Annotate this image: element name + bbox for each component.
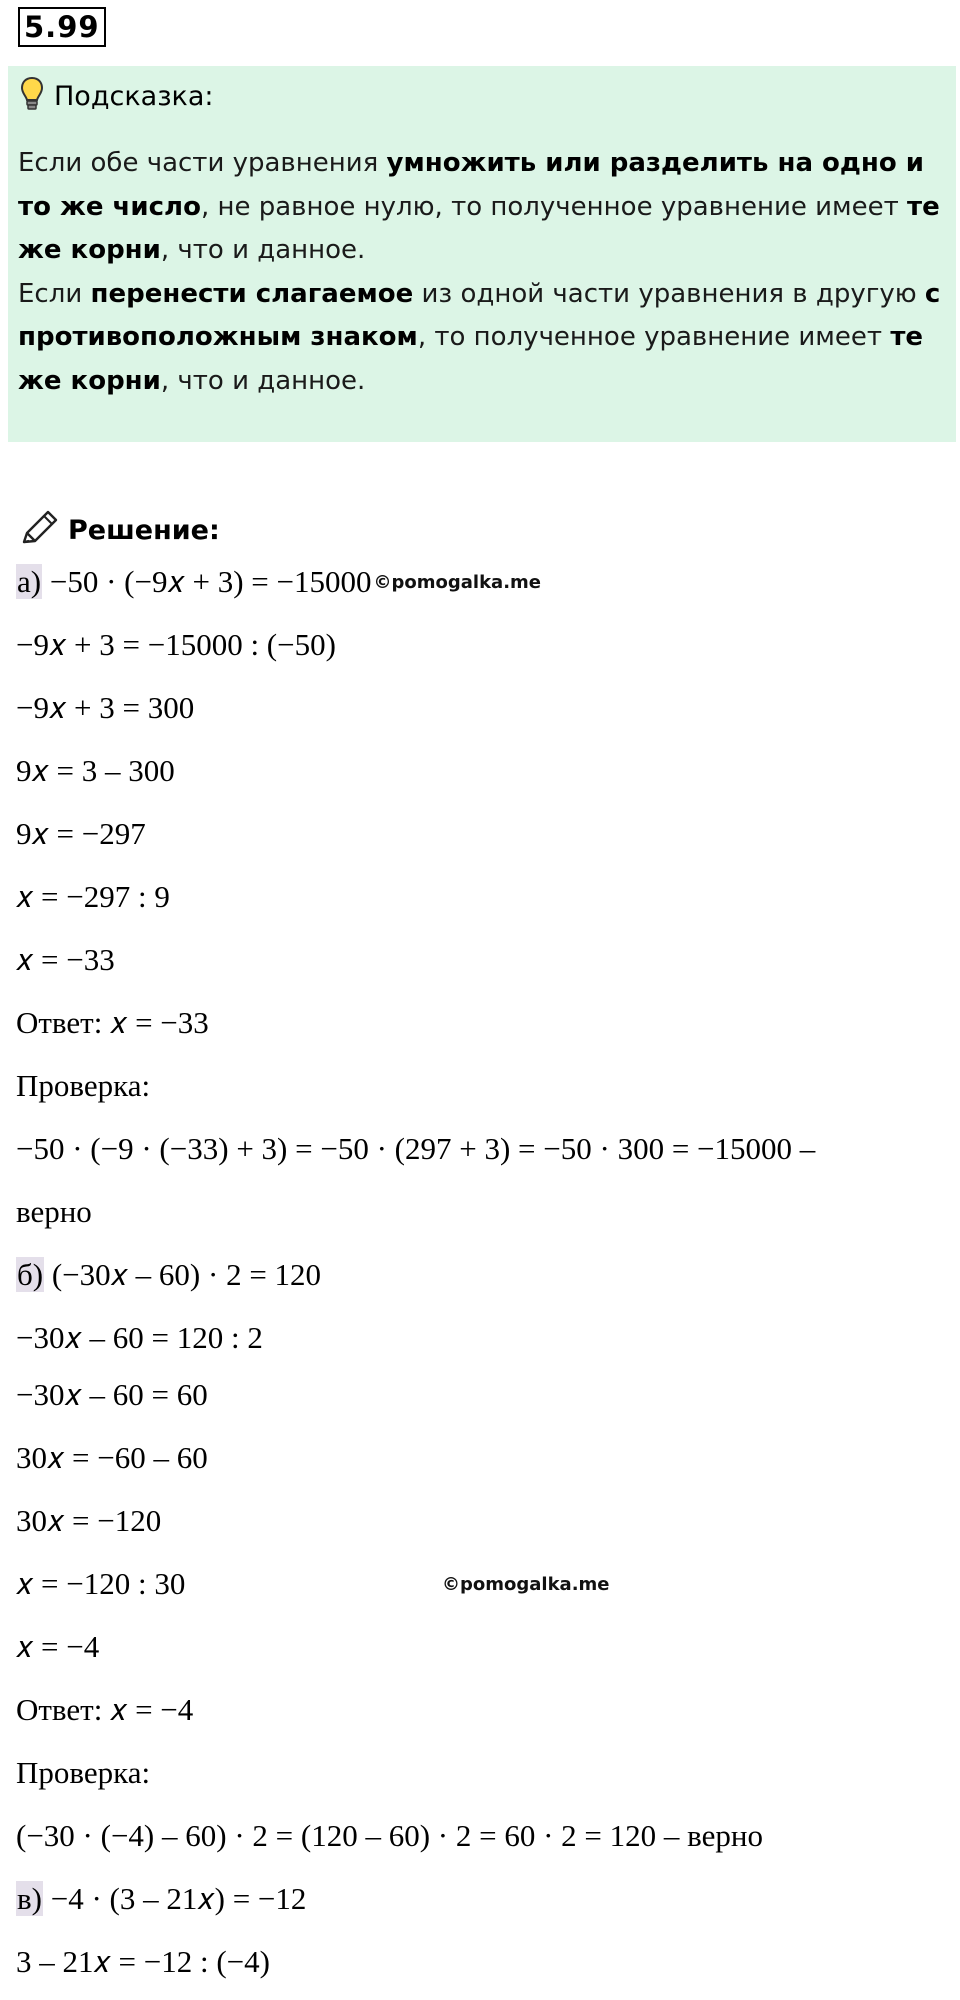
- hint-text-part: , что и данное.: [160, 365, 366, 396]
- hint-text-part: , то полученное уравнение имеет: [417, 322, 891, 352]
- hint-emphasis: умножить или разделить на одно и то же число: [18, 148, 924, 222]
- hint-emphasis: перенести слагаемое: [90, 278, 414, 309]
- part-label-b: б): [17, 1257, 44, 1292]
- check-line: (−30 · (−4) – 60) · 2 = (120 – 60) · 2 = 60 · 2 = 120 – верно: [16, 1818, 763, 1853]
- part-label-c: в): [17, 1881, 42, 1916]
- hint-paragraph-1: [18, 142, 948, 273]
- hint-text-part: Если обе части уравнения: [18, 148, 387, 178]
- solution-line: 3 – 21𝑥 = −12 : (−4): [16, 1944, 270, 1979]
- hint-box: [8, 66, 956, 442]
- solution-line-text: (−30𝑥 – 60) · 2 = 120: [44, 1257, 322, 1292]
- solution-title: Решение:: [68, 515, 220, 546]
- pencil-icon: [18, 508, 60, 553]
- solution-line: −30𝑥 – 60 = 60: [16, 1377, 208, 1412]
- solution-line: 𝑥 = −297 : 9: [16, 879, 170, 914]
- hint-emphasis: те же корни: [18, 191, 940, 265]
- solution-line: 𝑥 = −120 : 30: [16, 1566, 186, 1601]
- hint-text-part: Если: [18, 278, 91, 309]
- hint-text-part: из одной части уравнения в другую: [413, 278, 925, 309]
- hint-emphasis: те же корни: [18, 322, 924, 396]
- hint-title: Подсказка:: [54, 81, 214, 112]
- solution-line: 30𝑥 = −120: [16, 1503, 162, 1538]
- solution-line-text: −50 · (−9𝑥 + 3) = −15000: [42, 564, 372, 599]
- solution-line: 30𝑥 = −60 – 60: [16, 1440, 208, 1475]
- solution-header: [18, 508, 220, 553]
- answer-line: Ответ: 𝑥 = −4: [16, 1692, 194, 1727]
- hint-header: [20, 76, 214, 117]
- check-line: верно: [16, 1194, 92, 1229]
- part-label-a: а): [17, 564, 42, 599]
- check-line: −50 · (−9 · (−33) + 3) = −50 · (297 + 3) = −50 · 300 = −15000 –: [16, 1131, 816, 1166]
- watermark: ©pomogalka.me: [373, 572, 541, 593]
- solution-line: −9𝑥 + 3 = 300: [16, 690, 195, 725]
- solution-line: [16, 1256, 321, 1294]
- solution-line: [16, 563, 541, 602]
- lightbulb-icon: [20, 76, 44, 117]
- hint-paragraph-2: [18, 273, 948, 404]
- check-label: Проверка:: [16, 1068, 151, 1103]
- check-label: Проверка:: [16, 1755, 151, 1790]
- solution-line: [16, 1880, 306, 1918]
- solution-line-text: −4 · (3 – 21𝑥) = −12: [42, 1881, 307, 1916]
- hint-emphasis: с противоположным знаком: [18, 278, 941, 352]
- solution-line: 9𝑥 = 3 – 300: [16, 753, 175, 788]
- solution-line: −9𝑥 + 3 = −15000 : (−50): [16, 627, 336, 662]
- task-number: 5.99: [18, 7, 106, 47]
- watermark: ©pomogalka.me: [442, 1574, 610, 1595]
- answer-line: Ответ: 𝑥 = −33: [16, 1005, 209, 1040]
- hint-text-part: , не равное нулю, то полученное уравнение имеет: [200, 191, 908, 222]
- solution-line: 𝑥 = −4: [16, 1629, 100, 1664]
- solution-line: 𝑥 = −33: [16, 942, 115, 977]
- solution-line: −30𝑥 – 60 = 120 : 2: [16, 1320, 263, 1355]
- solution-line: 9𝑥 = −297: [16, 816, 146, 851]
- hint-text: [18, 142, 948, 403]
- hint-text-part: , что и данное.: [160, 235, 366, 265]
